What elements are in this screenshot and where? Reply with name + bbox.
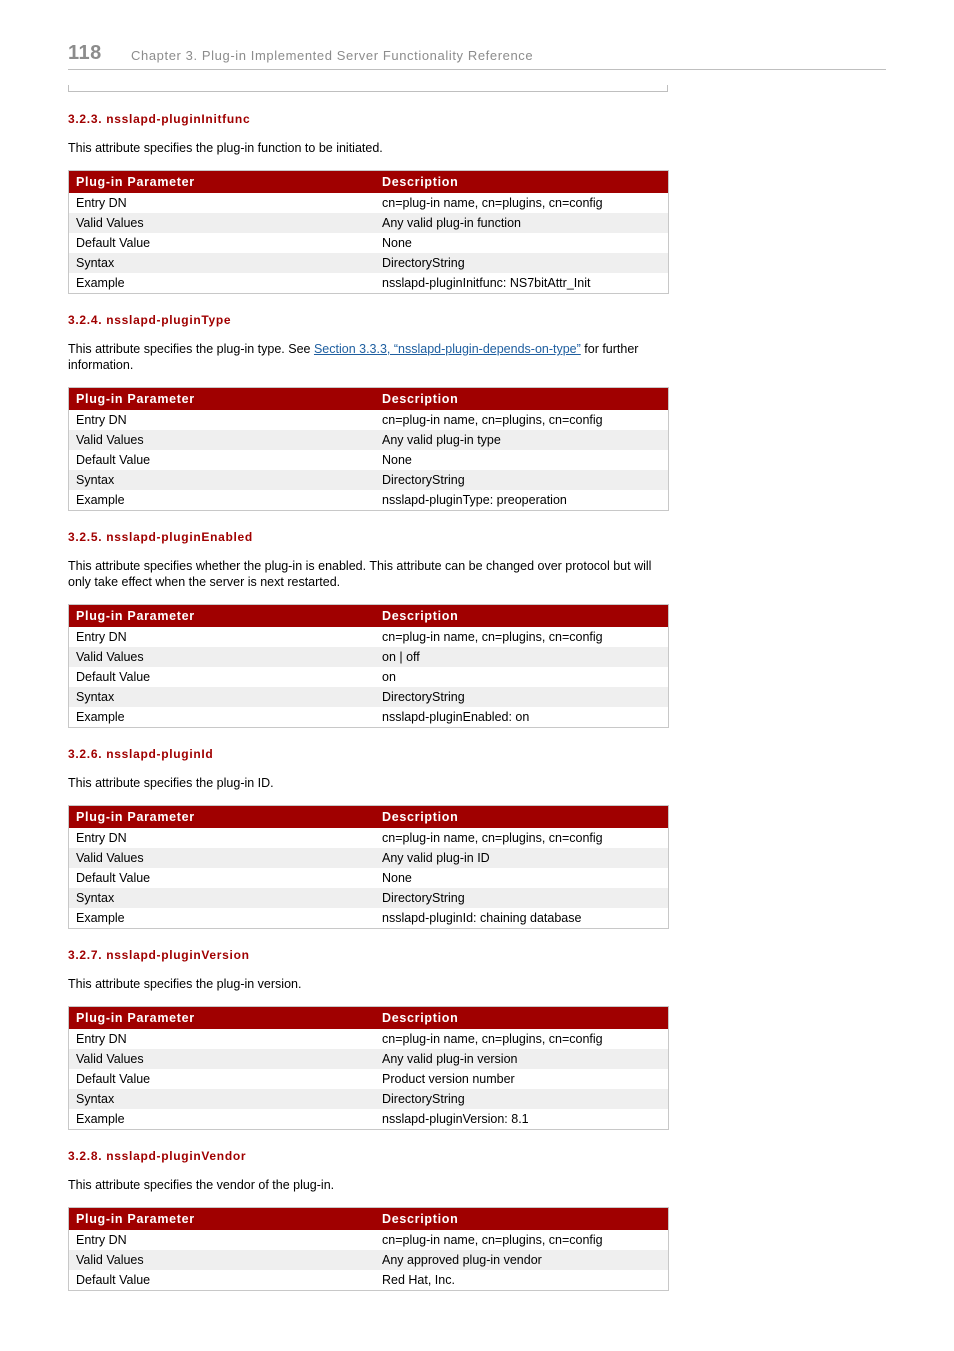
table-row: [69, 627, 669, 647]
table-row: [69, 707, 669, 728]
parameter-cell: Entry DN: [76, 1233, 127, 1247]
value-cell: nsslapd-pluginVersion: 8.1: [382, 1112, 529, 1126]
parameter-cell: Default Value: [76, 871, 151, 885]
value-cell: cn=plug-in name, cn=plugins, cn=config: [382, 831, 603, 845]
section-title: 3.2.3. nsslapd-pluginInitfunc: [68, 112, 251, 126]
value-cell: Product version number: [382, 1072, 515, 1086]
parameter-cell: Valid Values: [69, 1250, 376, 1270]
table-row: [69, 233, 669, 253]
table-row: [69, 193, 669, 213]
table-row: [69, 273, 669, 294]
value-cell: cn=plug-in name, cn=plugins, cn=config: [382, 196, 603, 210]
table-row: [69, 667, 669, 687]
section-title: 3.2.4. nsslapd-pluginType: [68, 313, 232, 327]
table-row: [69, 253, 669, 273]
previous-table-bottom-border: [68, 85, 668, 92]
table-row: [69, 213, 669, 233]
parameter-cell: Default Value: [76, 236, 151, 250]
section-cross-reference-link[interactable]: Section 3.3.3, “nsslapd-plugin-depends-on-type”: [313, 342, 581, 356]
table-header-parameter: Plug-in Parameter: [69, 605, 376, 628]
parameter-cell: Entry DN: [76, 1032, 127, 1046]
value-cell: nsslapd-pluginId: chaining database: [382, 911, 582, 925]
value-cell: Any valid plug-in type: [375, 430, 669, 450]
table-row: [69, 430, 669, 450]
value-cell: on: [382, 670, 396, 684]
parameter-table: [68, 1207, 669, 1291]
table-row: [69, 647, 669, 667]
table-row: [69, 888, 669, 908]
table-row: [69, 1069, 669, 1089]
value-cell: cn=plug-in name, cn=plugins, cn=config: [382, 413, 603, 427]
table-row: [69, 1049, 669, 1069]
value-cell: None: [382, 236, 412, 250]
value-cell: cn=plug-in name, cn=plugins, cn=config: [382, 630, 603, 644]
table-row: [69, 848, 669, 868]
parameter-cell: Valid Values: [69, 848, 376, 868]
parameter-cell: Valid Values: [69, 1049, 376, 1069]
parameter-cell: Syntax: [69, 470, 376, 490]
section-description: This attribute specifies the vendor of the plug-in.: [68, 1178, 335, 1192]
parameter-table: [68, 1006, 669, 1130]
table-header-description: Description: [375, 806, 669, 829]
value-cell: nsslapd-pluginEnabled: on: [382, 710, 530, 724]
section-plugin-id: [68, 746, 669, 929]
parameter-cell: Entry DN: [76, 630, 127, 644]
value-cell: DirectoryString: [375, 1089, 669, 1109]
parameter-cell: Syntax: [69, 1089, 376, 1109]
table-header-parameter: Plug-in Parameter: [69, 171, 376, 194]
value-cell: Any approved plug-in vendor: [375, 1250, 669, 1270]
table-row: [69, 490, 669, 511]
table-header-description: Description: [375, 1208, 669, 1231]
value-cell: DirectoryString: [375, 888, 669, 908]
parameter-cell: Valid Values: [69, 213, 376, 233]
section-description: This attribute specifies the plug-in ID.: [68, 776, 274, 790]
parameter-cell: Example: [76, 710, 125, 724]
parameter-cell: Entry DN: [76, 413, 127, 427]
section-plugin-enabled: [68, 529, 669, 728]
section-description: This attribute specifies the plug-in function to be initiated.: [68, 141, 383, 155]
value-cell: None: [382, 871, 412, 885]
parameter-cell: Default Value: [76, 1072, 151, 1086]
section-plugin-initfunc: [68, 111, 669, 294]
table-row: [69, 1270, 669, 1291]
table-header-description: Description: [375, 1007, 669, 1030]
section-title: 3.2.6. nsslapd-pluginId: [68, 747, 214, 761]
section-plugin-version: [68, 947, 669, 1130]
table-row: [69, 1230, 669, 1250]
value-cell: DirectoryString: [375, 253, 669, 273]
description-text: for further information.: [68, 342, 639, 372]
table-header-description: Description: [375, 171, 669, 194]
table-header-parameter: Plug-in Parameter: [69, 1208, 376, 1231]
page-header: [68, 42, 886, 70]
value-cell: DirectoryString: [375, 687, 669, 707]
parameter-cell: Entry DN: [76, 196, 127, 210]
table-row: [69, 410, 669, 430]
value-cell: Any valid plug-in version: [375, 1049, 669, 1069]
value-cell: nsslapd-pluginType: preoperation: [382, 493, 567, 507]
value-cell: Any valid plug-in function: [375, 213, 669, 233]
section-title: 3.2.7. nsslapd-pluginVersion: [68, 948, 250, 962]
value-cell: None: [382, 453, 412, 467]
section-plugin-vendor: [68, 1148, 669, 1291]
parameter-table: [68, 170, 669, 294]
value-cell: DirectoryString: [375, 470, 669, 490]
parameter-cell: Syntax: [69, 687, 376, 707]
page-number: 118: [68, 42, 102, 64]
table-header-parameter: Plug-in Parameter: [69, 388, 376, 411]
value-cell: cn=plug-in name, cn=plugins, cn=config: [382, 1233, 603, 1247]
section-title: 3.2.5. nsslapd-pluginEnabled: [68, 530, 253, 544]
chapter-title: Chapter 3. Plug-in Implemented Server Functionality Reference: [131, 48, 534, 63]
table-row: [69, 868, 669, 888]
page-content: [68, 111, 669, 1309]
parameter-cell: Default Value: [76, 1273, 151, 1287]
description-text: This attribute specifies the plug-in type. See: [68, 342, 314, 356]
section-description: [68, 341, 669, 373]
value-cell: nsslapd-pluginInitfunc: NS7bitAttr_Init: [382, 276, 591, 290]
table-row: [69, 450, 669, 470]
table-header-description: Description: [375, 388, 669, 411]
parameter-cell: Example: [76, 911, 125, 925]
section-description: This attribute specifies the plug-in version.: [68, 977, 302, 991]
parameter-cell: Example: [76, 1112, 125, 1126]
value-cell: Red Hat, Inc.: [382, 1273, 455, 1287]
parameter-cell: Example: [76, 276, 125, 290]
parameter-cell: Default Value: [76, 670, 151, 684]
section-description: This attribute specifies whether the plug-in is enabled. This attribute can be changed over protocol but will only take effect when the server is next restarted.: [68, 559, 652, 589]
value-cell: on | off: [375, 647, 669, 667]
section-title: 3.2.8. nsslapd-pluginVendor: [68, 1149, 247, 1163]
table-header-parameter: Plug-in Parameter: [69, 806, 376, 829]
table-row: [69, 1250, 669, 1270]
table-header-description: Description: [375, 605, 669, 628]
table-header-parameter: Plug-in Parameter: [69, 1007, 376, 1030]
value-cell: Any valid plug-in ID: [375, 848, 669, 868]
table-row: [69, 1029, 669, 1049]
parameter-cell: Example: [76, 493, 125, 507]
table-row: [69, 908, 669, 929]
table-row: [69, 1089, 669, 1109]
parameter-table: [68, 387, 669, 511]
table-row: [69, 828, 669, 848]
section-plugin-type: [68, 312, 669, 511]
parameter-table: [68, 805, 669, 929]
parameter-cell: Default Value: [76, 453, 151, 467]
parameter-cell: Syntax: [69, 888, 376, 908]
parameter-cell: Syntax: [69, 253, 376, 273]
table-row: [69, 1109, 669, 1130]
parameter-table: [68, 604, 669, 728]
value-cell: cn=plug-in name, cn=plugins, cn=config: [382, 1032, 603, 1046]
parameter-cell: Valid Values: [69, 647, 376, 667]
parameter-cell: Valid Values: [69, 430, 376, 450]
table-row: [69, 687, 669, 707]
parameter-cell: Entry DN: [76, 831, 127, 845]
table-row: [69, 470, 669, 490]
